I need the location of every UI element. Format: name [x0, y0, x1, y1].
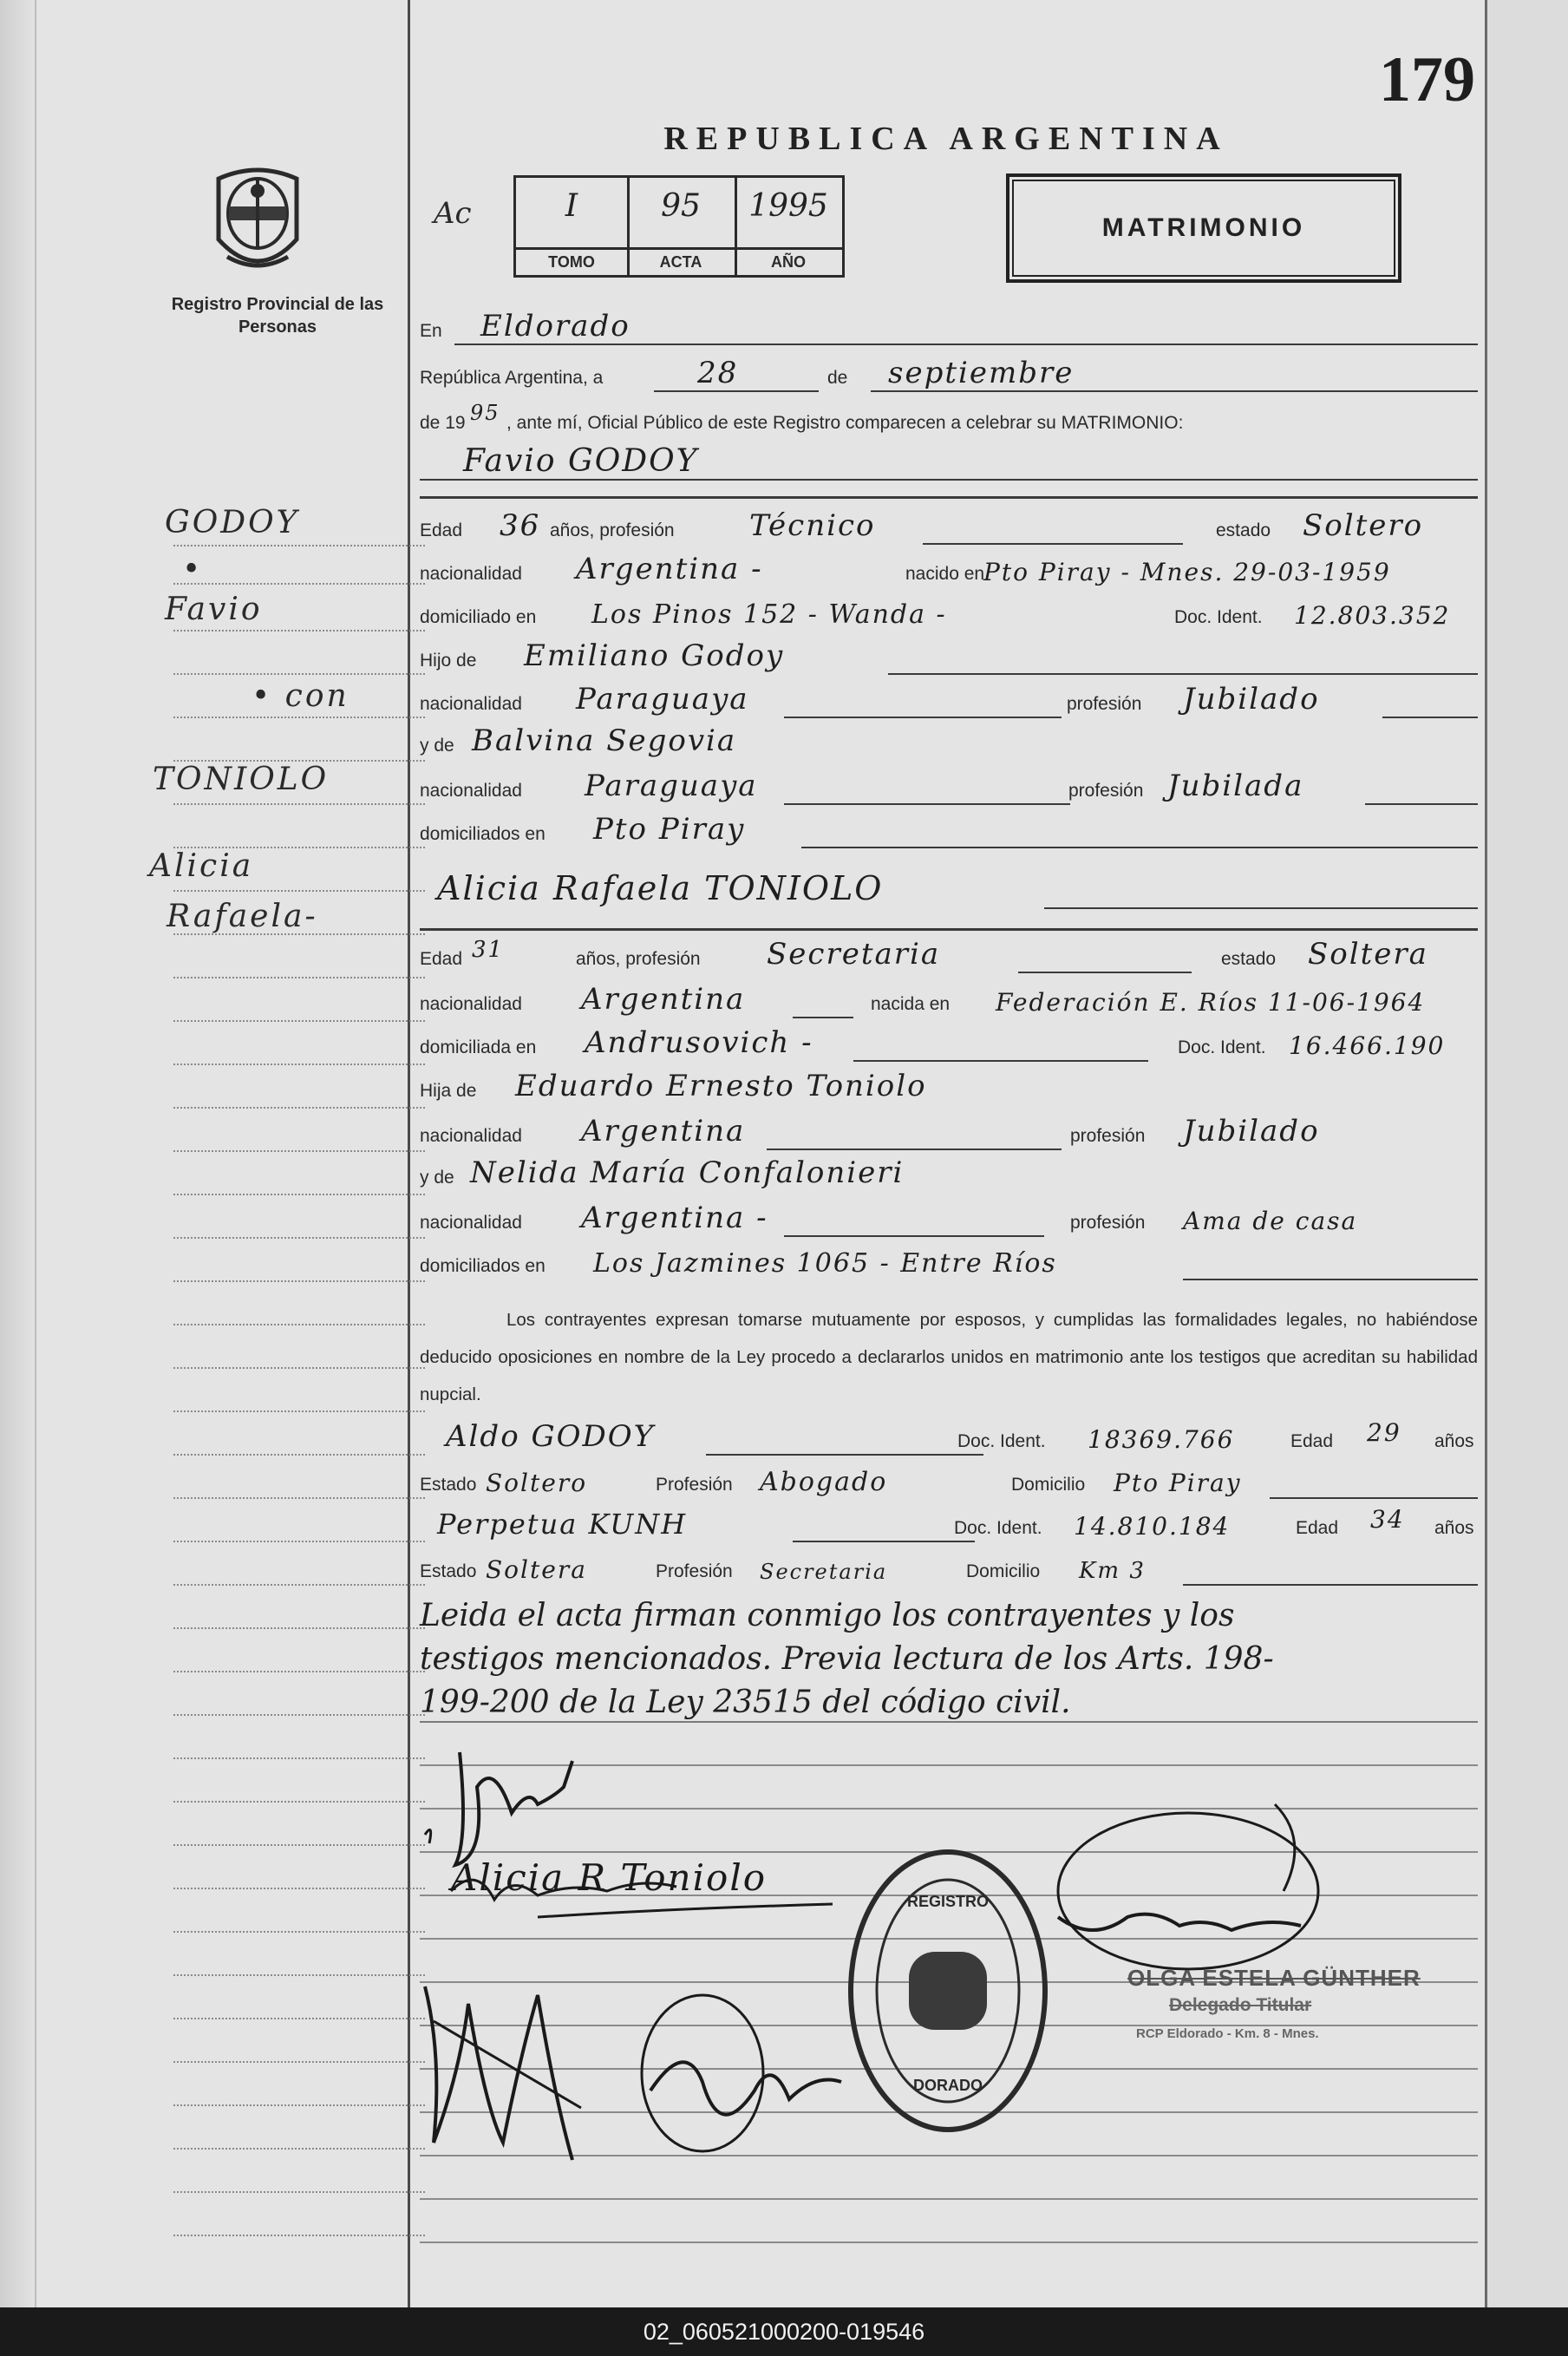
fill-line [853, 1060, 1148, 1062]
bride-birthplace: Federación E. Ríos 11-06-1964 [996, 988, 1426, 1017]
day-value: 28 [697, 356, 739, 390]
year-prefix: de 19 [420, 413, 466, 433]
year-suffix: 95 [470, 401, 500, 425]
place-value: Eldorado [480, 309, 630, 344]
nacionalidad-label: nacionalidad [420, 694, 522, 714]
witness2-age: 34 [1370, 1505, 1405, 1534]
nacionalidad-label: nacionalidad [420, 1213, 522, 1233]
estado-label: Estado [420, 1475, 477, 1495]
edad-label: Edad [1290, 1431, 1334, 1451]
groom-name: Favio GODOY [463, 443, 699, 479]
witness1-profession: Abogado [760, 1467, 888, 1497]
anios-label: años [1434, 1431, 1474, 1451]
page-binding-edge [0, 0, 36, 2307]
de-label: de [827, 368, 848, 388]
hijo-label: Hijo de [420, 651, 477, 671]
witness1-address: Pto Piray [1114, 1469, 1242, 1497]
record-type: MATRIMONIO [1101, 213, 1306, 242]
official-signature [1023, 1787, 1353, 1978]
groom-father-profession: Jubilado [1183, 682, 1320, 717]
intro-year-row [420, 402, 1478, 439]
margin-bullet: • [182, 552, 204, 587]
margin-dotline [173, 1497, 425, 1499]
fill-line [1270, 1497, 1478, 1499]
fill-line [871, 390, 1478, 392]
margin-bride-second-name: Rafaela- [167, 899, 318, 934]
republica-label: República Argentina, a [420, 368, 604, 388]
coat-of-arms-icon [210, 161, 305, 283]
svg-text:DORADO: DORADO [913, 2077, 983, 2094]
bride-nationality: Argentina [581, 982, 746, 1017]
profesion-label: profesión [1067, 694, 1142, 714]
fill-line [1183, 1584, 1478, 1586]
margin-dotline [173, 583, 425, 585]
margin-dotline [173, 1801, 425, 1803]
notes-line-3: 199-200 de la Ley 23515 del código civil. [420, 1685, 1071, 1720]
notes-line-1: Leida el acta firman conmigo los contrayentes y los [420, 1598, 1235, 1633]
margin-dotline [173, 1063, 425, 1065]
margin-rule [408, 0, 410, 2307]
margin-groom-surname: GODOY [165, 505, 300, 540]
page-title: REPUBLICA ARGENTINA [663, 121, 1229, 157]
estado-label: estado [1221, 949, 1277, 969]
nacida-label: nacida en [871, 994, 951, 1014]
bride-age-row [420, 939, 1478, 975]
doc-label: Doc. Ident. [954, 1518, 1042, 1538]
y-de-label: y de [420, 736, 454, 756]
groom-mother: Balvina Segovia [472, 723, 737, 758]
margin-dotline [173, 1541, 425, 1542]
doc-label: Doc. Ident. [1174, 607, 1263, 627]
fill-line [706, 1454, 983, 1456]
bride-father-row [420, 1070, 1478, 1107]
witness1-age: 29 [1367, 1418, 1401, 1447]
witness2-details-row [420, 1551, 1478, 1587]
margin-dotline [173, 977, 425, 978]
bride-status: Soltera [1308, 937, 1428, 972]
bride-mother: Nelida María Confalonieri [470, 1155, 905, 1190]
groom-birthplace: Pto Piray - Mnes. 29-03-1959 [983, 558, 1391, 586]
bride-age: 31 [472, 937, 505, 963]
witness1-row [420, 1418, 1478, 1457]
bride-parents-address: Los Jazmines 1065 - Entre Ríos [593, 1248, 1057, 1279]
margin-dotline [173, 803, 425, 805]
y-de-label: y de [420, 1168, 454, 1188]
nacionalidad-label: nacionalidad [420, 1126, 522, 1146]
profesion-label: profesión [1070, 1213, 1146, 1233]
profesion-label: años, profesión [576, 949, 701, 969]
margin-dotline [173, 1844, 425, 1846]
margin-dotline [173, 673, 425, 675]
separator [420, 928, 1478, 931]
fill-line [923, 543, 1183, 545]
groom-nationality: Argentina - [576, 552, 763, 586]
groom-mother-profession: Jubilada [1167, 769, 1304, 803]
bride-signature-text: Alicia R Toniolo [451, 1856, 768, 1899]
fill-line [784, 717, 1062, 718]
bride-father-profession: Jubilado [1183, 1114, 1320, 1149]
hija-label: Hija de [420, 1081, 477, 1101]
groom-nationality-row [420, 553, 1478, 590]
fill-line [888, 673, 1478, 675]
domiciliada-label: domiciliada en [420, 1037, 537, 1057]
fill-line [784, 1235, 1044, 1237]
official-location: RCP Eldorado - Km. 8 - Mnes. [1136, 2026, 1319, 2041]
domiciliados-label: domiciliados en [420, 1256, 546, 1276]
profesion-label: Profesión [656, 1475, 733, 1495]
groom-address: Los Pinos 152 - Wanda - [591, 599, 947, 630]
groom-profession: Técnico [749, 508, 876, 543]
edad-label: Edad [420, 520, 463, 540]
groom-age: 36 [500, 508, 541, 543]
bride-doc: 16.466.190 [1289, 1031, 1446, 1060]
anios-label: años [1434, 1518, 1474, 1538]
ruled-line [420, 2198, 1478, 2200]
margin-dotline [173, 1627, 425, 1629]
nacido-label: nacido en [905, 564, 985, 584]
margin-dotline [173, 1671, 425, 1672]
groom-mother-nat-row [420, 770, 1478, 807]
bride-father: Eduardo Ernesto Toniolo [515, 1069, 927, 1103]
month-value: septiembre [888, 356, 1075, 390]
folio-number: 179 [1379, 44, 1475, 115]
margin-dotline [173, 2061, 425, 2063]
footer-bar [0, 2307, 1568, 2356]
witness1-status: Soltero [486, 1469, 588, 1497]
declaration-text [420, 1301, 1478, 1413]
fill-line [793, 1541, 975, 1542]
margin-groom-name: Favio [165, 592, 263, 627]
margin-dotline [173, 1194, 425, 1195]
groom-father-row [420, 640, 1478, 677]
bride-address: Andrusovich - [585, 1025, 813, 1060]
domiciliados-label: domiciliados en [420, 824, 546, 844]
domicilio-label: Domicilio [966, 1561, 1041, 1581]
bride-nationality-row [420, 984, 1478, 1020]
fill-line [1183, 1279, 1478, 1280]
registry-label: Registro Provincial de las Personas [171, 295, 384, 337]
bride-mother-row [420, 1157, 1478, 1194]
bride-name-row [420, 869, 1478, 911]
profesion-label: profesión [1070, 1126, 1146, 1146]
witness2-row [420, 1505, 1478, 1544]
official-role: Delegado Titular [1169, 1995, 1312, 2015]
margin-dotline [173, 1367, 425, 1369]
svg-text:REGISTRO: REGISTRO [906, 1893, 990, 1910]
margin-dotline [173, 630, 425, 632]
bride-father-nat-row [420, 1116, 1478, 1152]
margin-dotline [173, 1150, 425, 1152]
witness1-name: Aldo GODOY [446, 1419, 656, 1454]
tomo-value: I [565, 188, 578, 224]
footer-code: 02_060521000200-019546 [643, 2319, 925, 2345]
fill-line [454, 344, 1478, 345]
profesion-label: profesión [1068, 781, 1144, 801]
fill-line [1044, 907, 1478, 909]
margin-dotline [173, 2018, 425, 2019]
fill-line [801, 847, 1478, 848]
margin-dotline [173, 2148, 425, 2150]
groom-age-row [420, 510, 1478, 546]
nacionalidad-label: nacionalidad [420, 994, 522, 1014]
groom-father: Emiliano Godoy [524, 638, 785, 673]
margin-dotline [173, 1931, 425, 1933]
margin-dotline [173, 1020, 425, 1022]
estado-label: estado [1216, 520, 1271, 540]
margin-dotline [173, 890, 425, 892]
groom-address-row [420, 597, 1478, 633]
fill-line [793, 1017, 853, 1018]
groom-doc: 12.803.352 [1294, 601, 1451, 630]
fill-line [1382, 717, 1478, 718]
edad-label: Edad [1296, 1518, 1339, 1538]
ruled-line [420, 2241, 1478, 2243]
margin-dotline [173, 1410, 425, 1412]
nacionalidad-label: nacionalidad [420, 781, 522, 801]
acta-label: ACTA [627, 247, 735, 272]
profesion-label: años, profesión [550, 520, 675, 540]
intro-place-row [420, 311, 1478, 347]
groom-name-row [420, 443, 1478, 482]
tomo-label: TOMO [516, 247, 627, 272]
margin-dotline [173, 1454, 425, 1456]
right-margin [1487, 0, 1568, 2307]
groom-father-nationality: Paraguaya [576, 682, 749, 717]
margin-dotline [173, 545, 425, 546]
official-name: OLGA ESTELA GÜNTHER [1127, 1965, 1421, 1991]
intro-date-row [420, 357, 1478, 394]
domiciliado-label: domiciliado en [420, 607, 537, 627]
estado-label: Estado [420, 1561, 477, 1581]
bride-mother-profession: Ama de casa [1183, 1207, 1358, 1235]
bride-profession: Secretaria [767, 937, 941, 972]
bride-father-nationality: Argentina [581, 1114, 746, 1149]
margin-dotline [173, 2191, 425, 2193]
margin-dotline [173, 1107, 425, 1109]
record-number-box [513, 175, 845, 278]
margin-dotline [173, 1584, 425, 1586]
fill-line [767, 1149, 1062, 1150]
margin-dotline [173, 2235, 425, 2236]
margin-dotline [173, 1714, 425, 1716]
groom-father-nat-row [420, 684, 1478, 720]
margin-dotline [173, 1757, 425, 1759]
witness1-doc: 18369.766 [1088, 1425, 1235, 1454]
edad-label: Edad [420, 949, 463, 969]
witness2-status: Soltera [486, 1555, 587, 1584]
bride-mother-nat-row [420, 1202, 1478, 1239]
fill-line [654, 390, 819, 392]
anio-value: 1995 [748, 188, 828, 224]
nacionalidad-label: nacionalidad [420, 564, 522, 584]
ruled-line [420, 1721, 1478, 1723]
groom-parents-address: Pto Piray [593, 812, 746, 847]
groom-signature [416, 1735, 867, 1943]
bride-address-row [420, 1027, 1478, 1063]
margin-bride-surname: TONIOLO [153, 762, 330, 797]
margin-dotline [173, 2104, 425, 2106]
groom-mother-nationality: Paraguaya [585, 769, 758, 803]
declaration: Los contrayentes expresan tomarse mutuamente por esposos, y cumplidas las formalidades legales, no habiéndose deducido oposiciones en nombre de la Ley procedo a declararlos unidos en matrimonio ante los testigos que acreditan su habilidad nupcial. [420, 1310, 1478, 1404]
margin-dotline [173, 1324, 425, 1325]
acta-value: 95 [661, 188, 701, 224]
notes-line-2: testigos mencionados. Previa lectura de los Arts. 198- [420, 1641, 1274, 1677]
groom-mother-row [420, 725, 1478, 762]
margin-dotline [173, 1888, 425, 1889]
record-type-box [1006, 173, 1401, 283]
profesion-label: Profesión [656, 1561, 733, 1581]
bride-mother-nationality: Argentina - [581, 1201, 768, 1235]
ac-mark: Ac [434, 196, 472, 231]
bride-parents-address-row [420, 1246, 1478, 1282]
margin-dotline [173, 1974, 425, 1976]
witness2-doc: 14.810.184 [1074, 1512, 1231, 1541]
fill-line [1018, 972, 1192, 973]
bride-name: Alicia Rafaela TONIOLO [437, 869, 884, 907]
fill-line [420, 479, 1478, 481]
doc-label: Doc. Ident. [957, 1431, 1046, 1451]
margin-bride-name: Alicia [149, 848, 254, 884]
groom-parents-address-row [420, 814, 1478, 850]
acta-cell [627, 178, 737, 275]
intro-text: , ante mí, Oficial Público de este Registro comparecen a celebrar su MATRIMONIO: [506, 413, 1184, 433]
en-label: En [420, 321, 442, 341]
margin-dotline [173, 717, 425, 718]
witness2-address: Km 3 [1079, 1558, 1146, 1584]
doc-label: Doc. Ident. [1178, 1037, 1266, 1057]
domicilio-label: Domicilio [1011, 1475, 1086, 1495]
groom-status: Soltero [1303, 508, 1424, 543]
witness1-details-row [420, 1464, 1478, 1501]
fill-line [1365, 803, 1478, 805]
witness-signatures [408, 1969, 859, 2169]
margin-dotline [173, 1280, 425, 1282]
fill-line [784, 803, 1070, 805]
witness2-profession: Secretaria [760, 1560, 888, 1584]
tomo-cell [516, 178, 630, 275]
margin-con: • con [252, 678, 350, 714]
witness2-name: Perpetua KUNH [437, 1508, 688, 1541]
anio-label: AÑO [735, 247, 842, 272]
margin-column [35, 0, 408, 2307]
anio-cell [735, 178, 842, 275]
margin-dotline [173, 1237, 425, 1239]
separator [420, 496, 1478, 499]
